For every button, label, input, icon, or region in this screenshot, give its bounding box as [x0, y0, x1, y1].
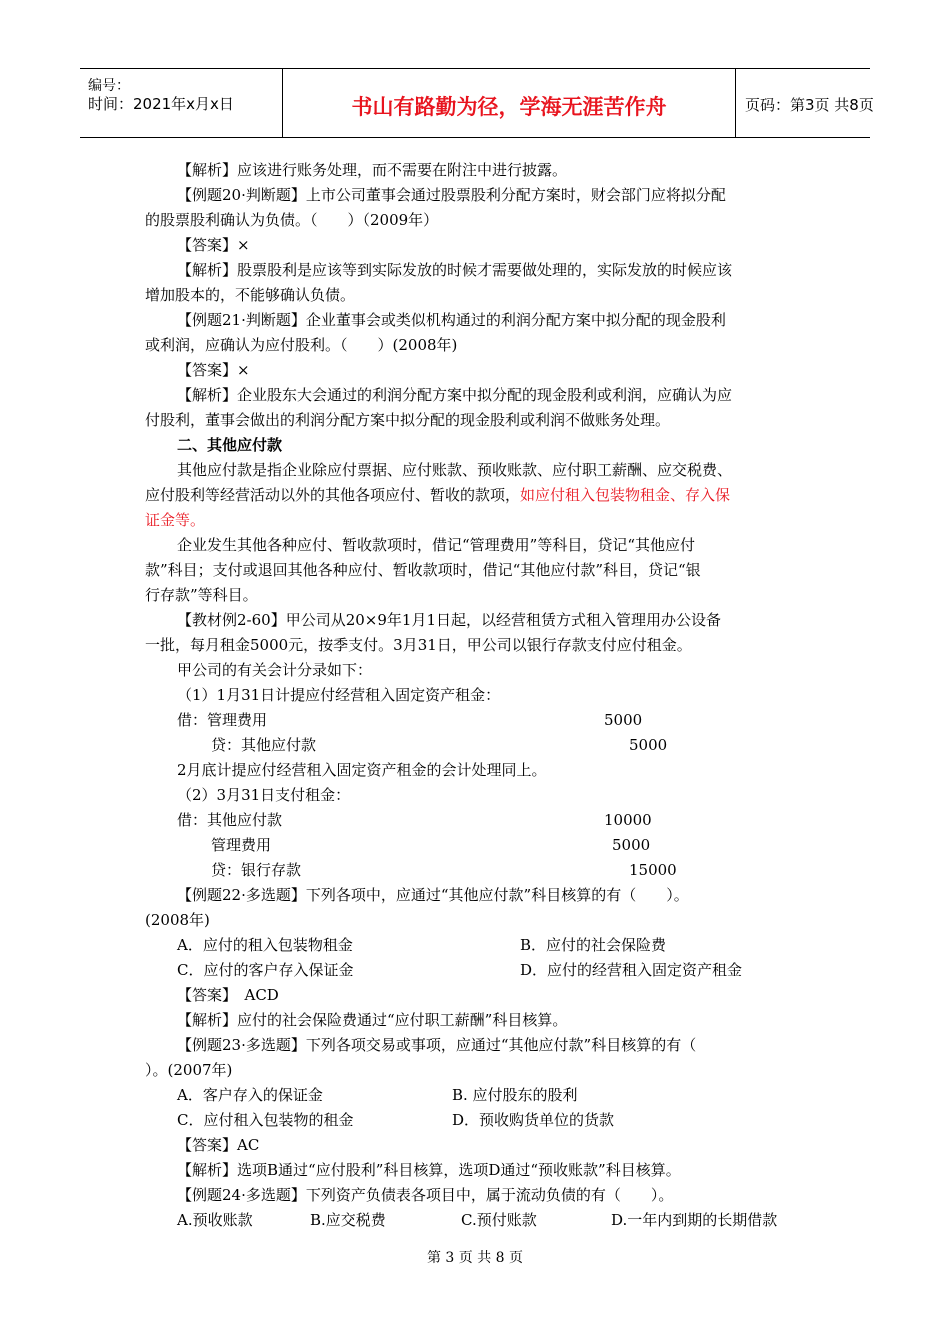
textbook-example-cont: 一批，每月租金5000元，按季支付。3月31日，甲公司以银行存款支付应付租金。 — [145, 636, 692, 654]
option-c: C．应付的客户存入保证金 — [177, 961, 354, 979]
entry-debit-label: 借：管理费用 — [177, 711, 268, 729]
answer-23: 【答案】AC — [177, 1136, 260, 1154]
header-slogan-cell — [282, 69, 736, 137]
option-a: A．应付的租入包装物租金 — [177, 936, 353, 954]
analysis-23: 【解析】选项B通过“应付股利”科目核算，选项D通过“预收账款”科目核算。 — [177, 1161, 681, 1179]
entry-credit-label: 贷：银行存款 — [211, 861, 302, 879]
header-page-cell — [735, 69, 874, 137]
question-21: 【例题21·判断题】企业董事会或类似机构通过的利润分配方案中拟分配的现金股利 — [177, 311, 726, 329]
option-c: C.预付账款 — [461, 1211, 537, 1229]
header-slogan: 书山有路勤为径，学海无涯苦作舟 — [351, 95, 667, 119]
entry-rule-line-3: 行存款”等科目。 — [145, 586, 258, 604]
page-footer: 第 3 页 共 8 页 — [426, 1250, 524, 1266]
header-meta — [80, 69, 282, 137]
analysis-21: 【解析】企业股东大会通过的利润分配方案中拟分配的现金股利或利润，应确认为应 — [177, 386, 733, 404]
analysis-20: 【解析】股票股利是应该等到实际发放的时候才需要做处理的，实际发放的时候应该 — [177, 261, 733, 279]
answer-22: 【答案】 ACD — [177, 986, 279, 1004]
analysis-line: 【解析】应该进行账务处理，而不需要在附注中进行披露。 — [177, 161, 568, 179]
option-d: D.一年内到期的长期借款 — [611, 1211, 778, 1229]
option-b: B. 应付股东的股利 — [452, 1086, 578, 1104]
option-a: A．客户存入的保证金 — [177, 1086, 323, 1104]
entry-debit-label: 借：其他应付款 — [177, 811, 283, 829]
option-a: A.预收账款 — [177, 1211, 253, 1229]
entry-step-1: （1）1月31日计提应付经营租入固定资产租金： — [177, 686, 501, 704]
question-23: 【例题23·多选题】下列各项交易或事项，应通过“其他应付款”科目核算的有（ — [177, 1036, 697, 1054]
textbook-example: 【教材例2-60】甲公司从20×9年1月1日起，以经营租赁方式租入管理用办公设备 — [177, 611, 721, 629]
answer-21: 【答案】× — [177, 361, 250, 379]
analysis-22: 【解析】应付的社会保险费通过“应付职工薪酬”科目核算。 — [177, 1011, 568, 1029]
question-20: 【例题20·判断题】上市公司董事会通过股票股利分配方案时，财会部门应将拟分配 — [177, 186, 726, 204]
question-21-cont: 或利润，应确认为应付股利。（ ）(2008年) — [145, 336, 458, 354]
definition-line-2 — [145, 485, 730, 505]
option-b: B．应付的社会保险费 — [520, 936, 667, 954]
entry-credit-label: 贷：其他应付款 — [211, 736, 317, 754]
answer-20: 【答案】× — [177, 236, 250, 254]
entries-intro: 甲公司的有关会计分录如下： — [177, 661, 373, 679]
analysis-21-cont: 付股利，董事会做出的利润分配方案中拟分配的现金股利或利润不做账务处理。 — [145, 411, 671, 429]
entry-credit-amount: 15000 — [629, 861, 677, 879]
entry-rule-line: 企业发生其他各种应付、暂收款项时，借记“管理费用”等科目，贷记“其他应付 — [177, 536, 696, 554]
question-23-cont: ）。(2007年) — [145, 1061, 233, 1079]
definition-text: 应付股利等经营活动以外的其他各项应付、暂收的款项， — [145, 486, 521, 504]
definition-line: 其他应付款是指企业除应付票据、应付账款、预收账款、应付职工薪酬、应交税费、 — [177, 461, 733, 479]
doc-number-label: 编号： — [88, 78, 130, 94]
header-page-info: 页码：第3页 共8页 — [745, 96, 874, 114]
entry-rule-line-2: 款”科目；支付或退回其他各种应付、暂收款项时，借记“其他应付款”科目，贷记“银 — [145, 561, 701, 579]
analysis-20-cont: 增加股本的，不能够确认负债。 — [145, 286, 356, 304]
entry-note: 2月底计提应付经营租入固定资产租金的会计处理同上。 — [177, 761, 547, 779]
entry-debit-label: 管理费用 — [211, 836, 272, 854]
option-d: D．预收购货单位的货款 — [452, 1111, 615, 1129]
entry-debit-amount: 5000 — [604, 711, 643, 729]
entry-debit-amount: 10000 — [604, 811, 652, 829]
option-d: D．应付的经营租入固定资产租金 — [520, 961, 743, 979]
question-20-cont: 的股票股利确认为负债。（ ）（2009年） — [145, 211, 439, 229]
definition-highlight-cont: 证金等。 — [145, 511, 206, 529]
option-b: B.应交税费 — [310, 1211, 386, 1229]
section-heading: 二、其他应付款 — [177, 436, 283, 454]
entry-step-2: （2）3月31日支付租金： — [177, 786, 351, 804]
question-22-year: (2008年) — [145, 911, 210, 929]
doc-time-label: 时间：2021年x月x日 — [88, 95, 234, 113]
definition-highlight: 如应付租入包装物租金、存入保 — [520, 486, 731, 504]
question-22: 【例题22·多选题】下列各项中，应通过“其他应付款”科目核算的有（ ）。 — [177, 886, 689, 904]
entry-debit-amount: 5000 — [612, 836, 651, 854]
page-header — [80, 68, 874, 138]
question-24: 【例题24·多选题】下列资产负债表各项目中，属于流动负债的有（ ）。 — [177, 1186, 674, 1204]
entry-credit-amount: 5000 — [629, 736, 668, 754]
option-c: C．应付租入包装物的租金 — [177, 1111, 354, 1129]
